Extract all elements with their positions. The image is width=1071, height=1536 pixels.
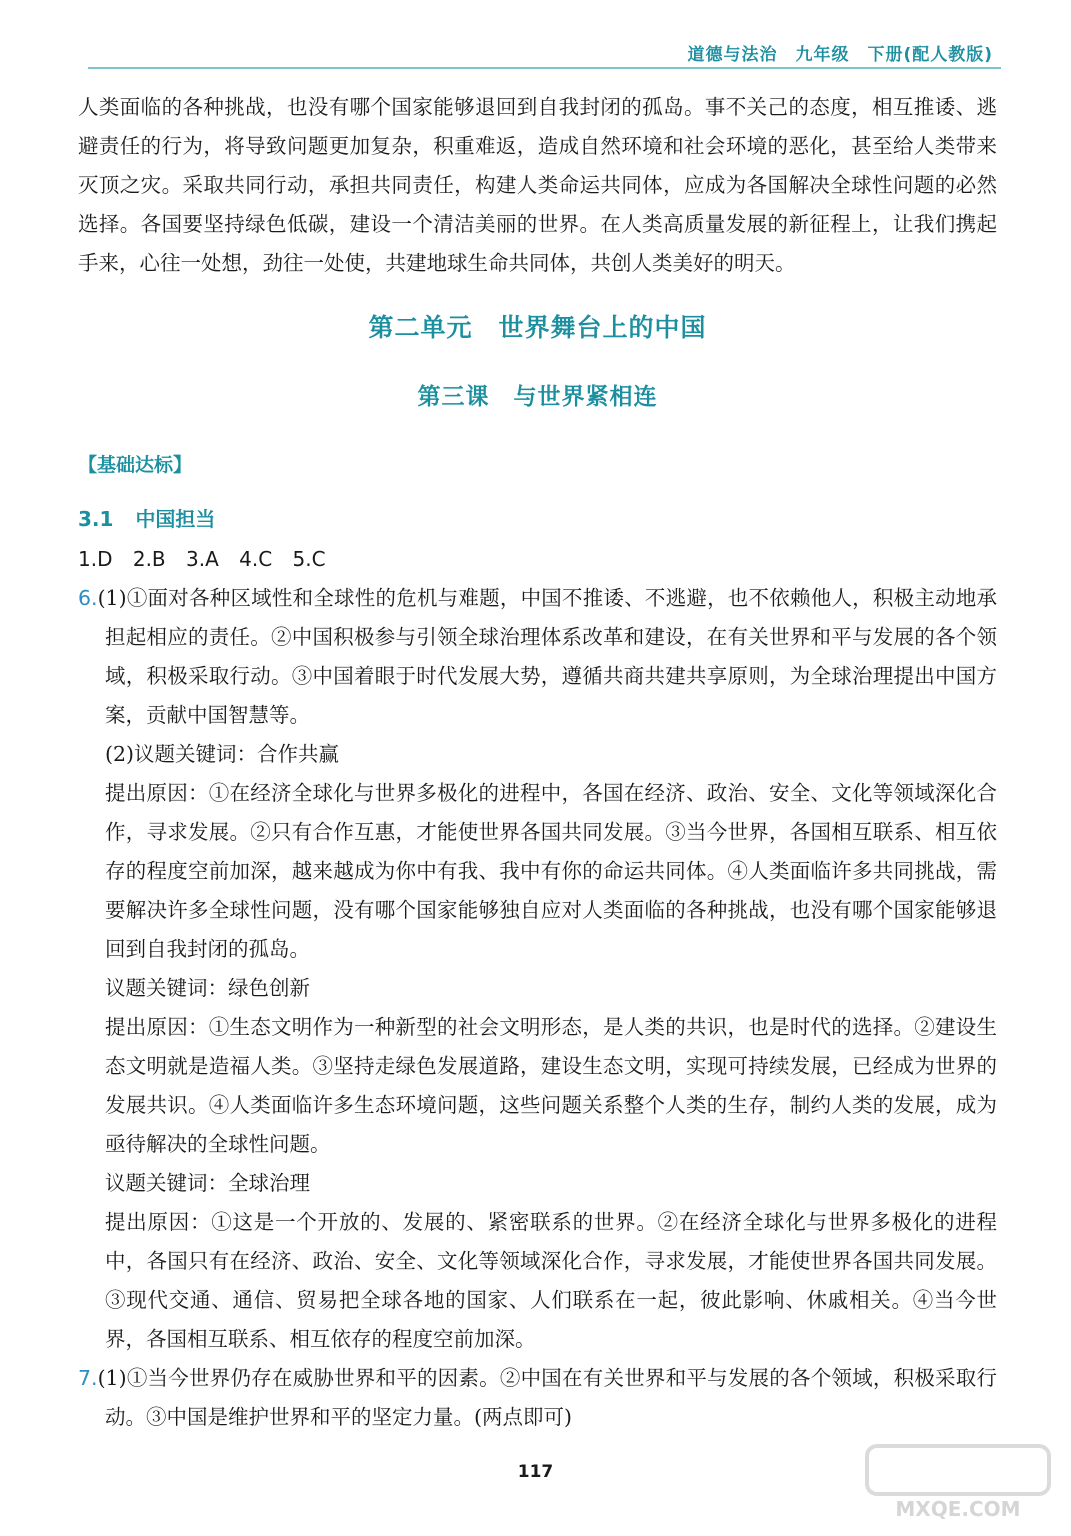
q7-part1 <box>78 1359 997 1437</box>
watermark-logo <box>863 1442 1053 1522</box>
q6-keyword-1: (2)议题关键词：合作共赢 <box>105 742 340 766</box>
answer-item: 2.B <box>132 547 166 571</box>
answer-item: 3.A <box>186 547 219 571</box>
answer-item: 4.C <box>239 547 273 571</box>
answer-item: 1.D <box>78 547 113 571</box>
q6-part1-text: (1)①面对各种区域性和全球性的危机与难题，中国不推诿、不逃避，也不依赖他人，积极主动地承担起相应的责任。②中国积极参与引领全球治理体系改革和建设，在有关世界和平与发展的各个领域，积极采取行动。③中国着眼于时代发展大势，遵循共商共建共享原则，为全球治理提出中国方案，贡献中国智慧等。 <box>97 586 997 727</box>
q6-keyword-2: 议题关键词：绿色创新 <box>105 976 310 1000</box>
q6-reason-3: 提出原因：①这是一个开放的、发展的、紧密联系的世界。②在经济全球化与世界多极化的进程中，各国只有在经济、政治、安全、文化等领域深化合作，寻求发展，才能使世界各国共同发展。③现代交通、通信、贸易把全球各地的国家、人们联系在一起，彼此影响、休戚相关。④当今世界，各国相互联系、相互依存的程度空前加深。 <box>105 1210 997 1351</box>
choice-answers <box>78 539 997 579</box>
q6-part1 <box>78 579 997 735</box>
header-divider <box>88 67 1001 69</box>
intro-paragraph: 人类面临的各种挑战，也没有哪个国家能够退回到自我封闭的孤岛。事不关己的态度，相互推诿、逃避责任的行为，将导致问题更加复杂，积重难返，造成自然环境和社会环境的恶化，甚至给人类带来灭顶之灾。采取共同行动，承担共同责任，构建人类命运共同体，应成为各国解决全球性问题的必然选择。各国要坚持绿色低碳，建设一个清洁美丽的世界。在人类高质量发展的新征程上，让我们携起手来，心往一处想，劲往一处使，共建地球生命共同体，共创人类美好的明天。 <box>78 95 997 275</box>
answer-item: 5.C <box>292 547 326 571</box>
q6-number: 6. <box>78 586 98 610</box>
unit-title: 第二单元 世界舞台上的中国 <box>368 313 707 342</box>
watermark-text: MXQE.COM <box>895 1497 1021 1521</box>
q6-reason-1: 提出原因：①在经济全球化与世界多极化的进程中，各国在经济、政治、安全、文化等领域深化合作，寻求发展。②只有合作互惠，才能使世界各国共同发展。③当今世界，各国相互联系、相互依存的程度空前加深，越来越成为你中有我、我中有你的命运共同体。④人类面临许多共同挑战，需要解决许多全球性问题，没有哪个国家能够独自应对人类面临的各种挑战，也没有哪个国家能够退回到自我封闭的孤岛。 <box>105 781 997 961</box>
subsection-number: 3.1 <box>78 507 114 531</box>
subsection-heading <box>78 499 997 539</box>
section-tag: 【基础达标】 <box>78 454 193 476</box>
q6-reason-2: 提出原因：①生态文明作为一种新型的社会文明形态，是人类的共识，也是时代的选择。②建设生态文明就是造福人类。③坚持走绿色发展道路，建设生态文明，实现可持续发展，已经成为世界的发展共识。④人类面临许多生态环境问题，这些问题关系整个人类的生存，制约人类的发展，成为亟待解决的全球性问题。 <box>105 1015 997 1156</box>
page-content <box>78 88 997 1437</box>
q7-part1-text: (1)①当今世界仍存在威胁世界和平的因素。②中国在有关世界和平与发展的各个领域，积极采取行动。③中国是维护世界和平的坚定力量。(两点即可) <box>97 1366 997 1429</box>
q7-number: 7. <box>78 1366 98 1390</box>
lesson-title: 第三课 与世界紧相连 <box>417 384 658 410</box>
running-header: 道德与法治 九年级 下册(配人教版) <box>687 45 993 65</box>
subsection-title: 中国担当 <box>135 507 216 531</box>
page-number: 117 <box>517 1462 554 1482</box>
q6-keyword-3: 议题关键词：全球治理 <box>105 1171 310 1195</box>
